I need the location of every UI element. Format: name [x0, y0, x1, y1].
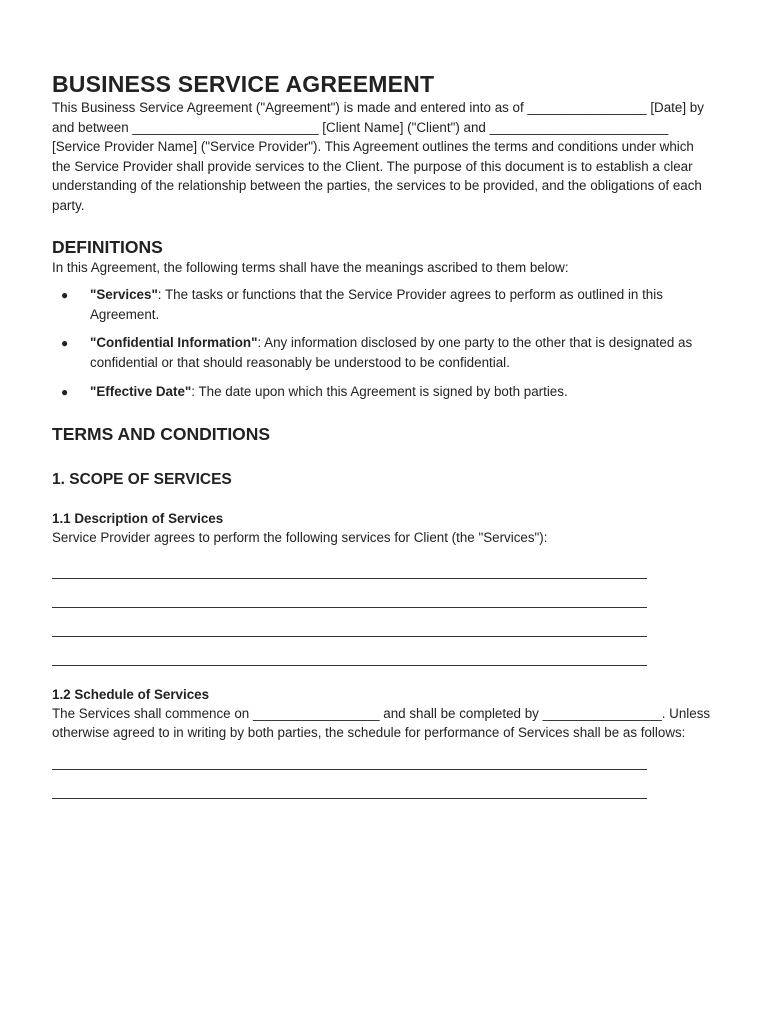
blank-line: [52, 556, 647, 579]
intro-paragraph: This Business Service Agreement ("Agreement") is made and entered into as of ________________ [Date] by and between _________________________ [Client Name] ("Client") and ________________________ [Service Provider Name] ("Service Provider"). This Agreement outlines the terms and conditions under which the Service Provider shall provide services to the Client. The purpose of this document is to establish a clear understanding of the relationship between the parties, the services to be provided, and the obligations of each party.: [52, 100, 704, 213]
section-1-2-text: The Services shall commence on _________________ and shall be completed by ________________. Unless otherwise agreed to in writing by both parties, the schedule for performance of Services shall be as follows:: [52, 705, 711, 741]
definition-item: [52, 382, 720, 402]
definition-item: [52, 285, 720, 324]
section-1-heading: 1. SCOPE OF SERVICES: [52, 471, 232, 489]
definitions-heading: DEFINITIONS: [52, 236, 163, 257]
definition-item: [52, 333, 720, 372]
blank-line: [52, 770, 647, 799]
definitions-list: [52, 285, 712, 401]
section-1-1-heading: 1.1 Description of Services: [52, 511, 224, 527]
definition-text: : Any information disclosed by one party to the other that is designated as confidential or that should reasonably be understood to be confidential.: [90, 335, 693, 370]
section-1-2-heading: 1.2 Schedule of Services: [52, 686, 210, 702]
blank-line: [52, 608, 647, 637]
services-blank-lines: [52, 556, 712, 666]
bullet-icon: ●: [61, 336, 69, 351]
document-title: BUSINESS SERVICE AGREEMENT: [52, 71, 435, 97]
blank-line: [52, 747, 647, 770]
definition-term: "Confidential Information": [90, 335, 258, 351]
terms-heading: TERMS AND CONDITIONS: [52, 424, 271, 445]
definition-text: : The date upon which this Agreement is signed by both parties.: [191, 383, 568, 399]
document-page: [52, 70, 712, 799]
definitions-lead: In this Agreement, the following terms shall have the meanings ascribed to them below:: [52, 259, 569, 275]
bullet-icon: ●: [61, 288, 69, 303]
definition-term: "Effective Date": [90, 383, 192, 399]
definition-term: "Services": [90, 287, 158, 303]
definition-text: : The tasks or functions that the Service Provider agrees to perform as outlined in this Agreement.: [90, 287, 663, 322]
blank-line: [52, 637, 647, 666]
section-1-1-text: Service Provider agrees to perform the following services for Client (the "Services"):: [52, 530, 548, 546]
bullet-icon: ●: [61, 384, 69, 399]
blank-line: [52, 579, 647, 608]
schedule-blank-lines: [52, 747, 712, 799]
